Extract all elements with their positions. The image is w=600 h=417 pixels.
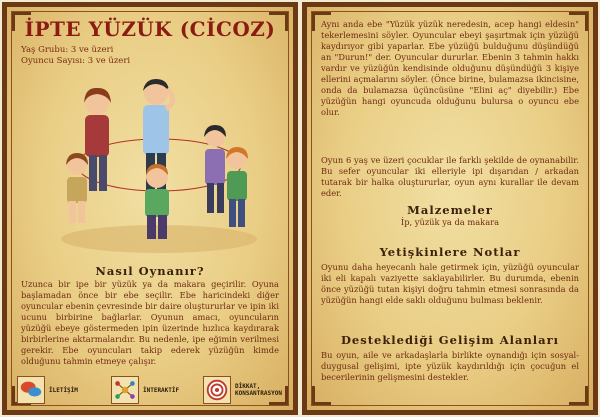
game-card-back xyxy=(302,2,598,415)
adult-notes-text: Oyunu daha heyecanlı hale getirmek için, yüzüğü oyuncular iki eli kapalı vaziyette saklayabilirler. Bu durumda, ebenin önce yüzüğü tutan kişiyi doğru tahmin etmesi sonrasında da yüzüğün hangi elde saklı olduğunu bulması beklenir. xyxy=(321,262,579,305)
skill-icons xyxy=(17,375,283,405)
skill-communication xyxy=(17,375,78,405)
development-text: Bu oyun, aile ve arkadaşlarla birlikte oynandığı için sosyal-duygusal gelişimi, ipte yüzük kaydırıldığı için çocuğun el becerilerinin gelişmesini destekler. xyxy=(321,350,579,382)
game-card-front xyxy=(2,2,298,415)
player-count: Oyuncu Sayısı: 3 ve üzeri xyxy=(21,56,131,66)
children-playing-illustration xyxy=(47,67,265,257)
target-icon xyxy=(203,376,231,404)
materials-heading: Malzemeler xyxy=(407,203,493,217)
how-to-play-text: Uzunca bir ipe bir yüzük ya da makara geçirilir. Oyuna başlamadan önce bir ebe seçilir. Ebe haricindeki diğer oyuncular ebenin çevresinde bir daire oluştururlar ve ipin iki ucunu birbirine bağlarlar. Oyunun amacı, oyuncuların yüzüğü ebeye göstermeden ipin üzerinde hızlıca kaydırarak birbirlerine aktarmalarıdır. Bu nedenle, ipe eğimin verilmesi gerekir. Ebe oyuncuları takip ederek yüzüğün kimde olduğunu tahmin etmeye çalışır. xyxy=(21,279,279,366)
skill-label: İNTERAKTİF xyxy=(143,386,180,394)
corner-ornament xyxy=(312,386,331,405)
materials-text: İp, yüzük ya da makara xyxy=(400,217,500,227)
speech-bubbles-icon xyxy=(17,376,45,404)
skill-label: DİKKAT, KONSANTRASYON xyxy=(235,383,282,397)
card-title: İPTE YÜZÜK (CİCOZ) xyxy=(24,17,276,41)
how-to-play-heading: Nasıl Oynanır? xyxy=(95,264,205,278)
skill-label: İLETİŞİM xyxy=(49,386,78,394)
age-group: Yaş Grubu: 3 ve üzeri xyxy=(21,45,114,55)
rules-text: Aynı anda ebe "Yüzük yüzük neredesin, acep hangi eldesin" tekerlemesini söyler. Oyuncular ebeyi şaşırtmak için yüzüğü kaydırıyor gibi yaparlar. Ebe yüzüğü bulduğunu düşündüğü an "Durun!" der. Oyuncular dururlar. Ebenin 3 tahmin hakkı vardır ve yüzüğün kendisinde olduğunu düşündüğü 3 kişiye ellerini açmalarını söyler. (Önce birine, bulamazsa ikincisine, onda da bulamazsa üçüncüsüne "Elini aç" diyebilir.) Ebe yüzüğün hangi oyuncuda olduğunu bulursa o oyuncu ebe olur. xyxy=(321,19,579,117)
corner-ornament xyxy=(569,386,588,405)
skill-interactive xyxy=(111,375,179,405)
rules-variation-text: Oyun 6 yaş ve üzeri çocuklar ile farklı şekilde de oynanabilir. Bu sefer oyuncular iki elleriyle ipi dışarıdan / arkadan tutarak bir halka oluştururlar, oyun aynı kurallar ile devam eder. xyxy=(321,155,579,198)
network-icon xyxy=(111,376,139,404)
card-meta xyxy=(21,45,130,67)
development-heading: Desteklediği Gelişim Alanları xyxy=(340,333,560,347)
adult-notes-heading: Yetişkinlere Notlar xyxy=(379,245,521,259)
skill-attention xyxy=(203,375,291,405)
